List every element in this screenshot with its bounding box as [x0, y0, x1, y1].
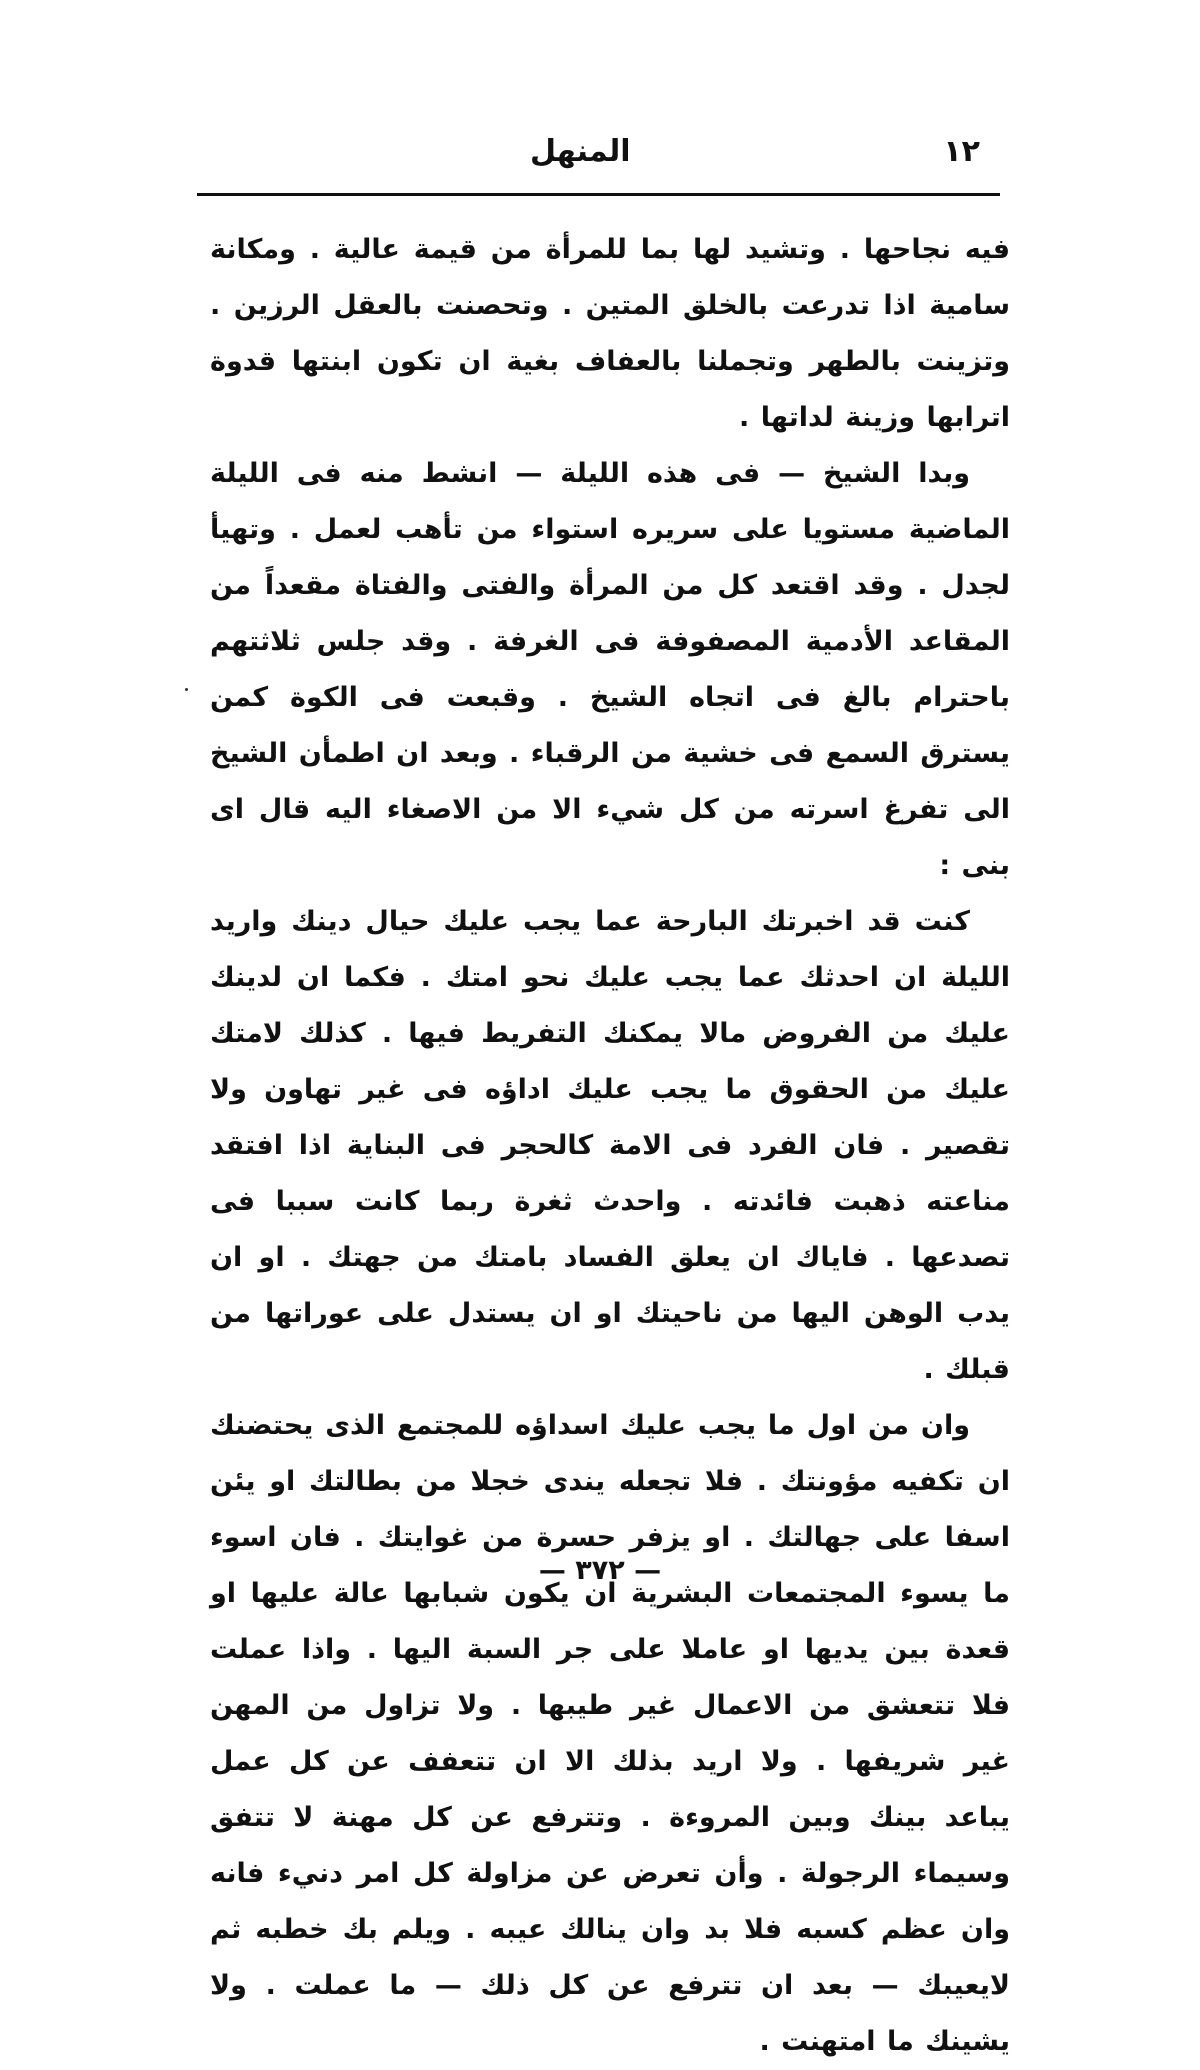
footer-page-number: — ٣٧٢ — [538, 1555, 662, 1586]
paragraph-4: وان من اول ما يجب عليك اسداؤه للمجتمع الذى يحتضنك ان تكفيه مؤونتك . فلا تجعله يندى خجلا من بطالتك او يئن اسفا على جهالتك . او يزفر حسرة من غوايتك . فان اسوء ما يسوء المجتمعات البشرية ان يكون شبابها عالة عليها او قعدة بين يديها او عاملا على جر السبة اليها . واذا عملت فلا تتعشق من الاعمال غير طيبها . ولا تزاول من المهن غير شريفها . ولا اريد بذلك الا ان تتعفف عن كل عمل يباعد بينك وبين المروءة . وتترفع عن كل مهنة لا تتفق وسيماء الرجولة . وأن تعرض عن مزاولة كل امر دنيء فانه وان عظم كسبه فلا بد وان ينالك عيبه . ويلم بك خطبه ثم لايعيبك — بعد ان تترفع عن كل ذلك — ما عملت . ولا يشينك ما امتهنت . [210, 1410, 1010, 2057]
header-divider [197, 193, 1000, 196]
paragraph-2: وبدا الشيخ — فى هذه الليلة — انشط منه فى الليلة الماضية مستويا على سريره استواء من تأهب لعمل . وتهيأ لجدل . وقد اقتعد كل من المرأة والفتى والفتاة مقعداً من المقاعد الأدمية المصفوفة فى الغرفة . وقد جلس ثلاثتهم باحترام بالغ فى اتجاه الشيخ . وقبعت فى الكوة كمن يسترق السمع فى خشية من الرقباء . وبعد ان اطمأن الشيخ الى تفرغ اسرته من كل شيء الا من الاصغاء اليه قال اى بنى : [210, 458, 1010, 881]
header-page-number: ١٢ [943, 134, 980, 169]
scan-speck [185, 688, 188, 691]
body-text [210, 222, 1010, 2070]
paragraph-3: كنت قد اخبرتك البارحة عما يجب عليك حيال دينك واريد الليلة ان احدثك عما يجب عليك نحو امتك . فكما ان لدينك عليك من الفروض مالا يمكنك التفريط فيها . كذلك لامتك عليك من الحقوق ما يجب عليك اداؤه فى غير تهاون ولا تقصير . فان الفرد فى الامة كالحجر فى البناية اذا افتقد مناعته ذهبت فائدته . واحدث ثغرة ربما كانت سببا فى تصدعها . فاياك ان يعلق الفساد بامتك من جهتك . او ان يدب الوهن اليها من ناحيتك او ان يستدل على عوراتها من قبلك . [210, 906, 1010, 1385]
paragraph-1: فيه نجاحها . وتشيد لها بما للمرأة من قيمة عالية . ومكانة سامية اذا تدرعت بالخلق المتين . وتحصنت بالعقل الرزين . وتزينت بالطهر وتجملنا بالعفاف بغية ان تكون ابنتها قدوة اترابها وزينة لداتها . [210, 234, 1010, 433]
running-title: المنهل [530, 134, 631, 169]
running-header [200, 130, 1000, 190]
